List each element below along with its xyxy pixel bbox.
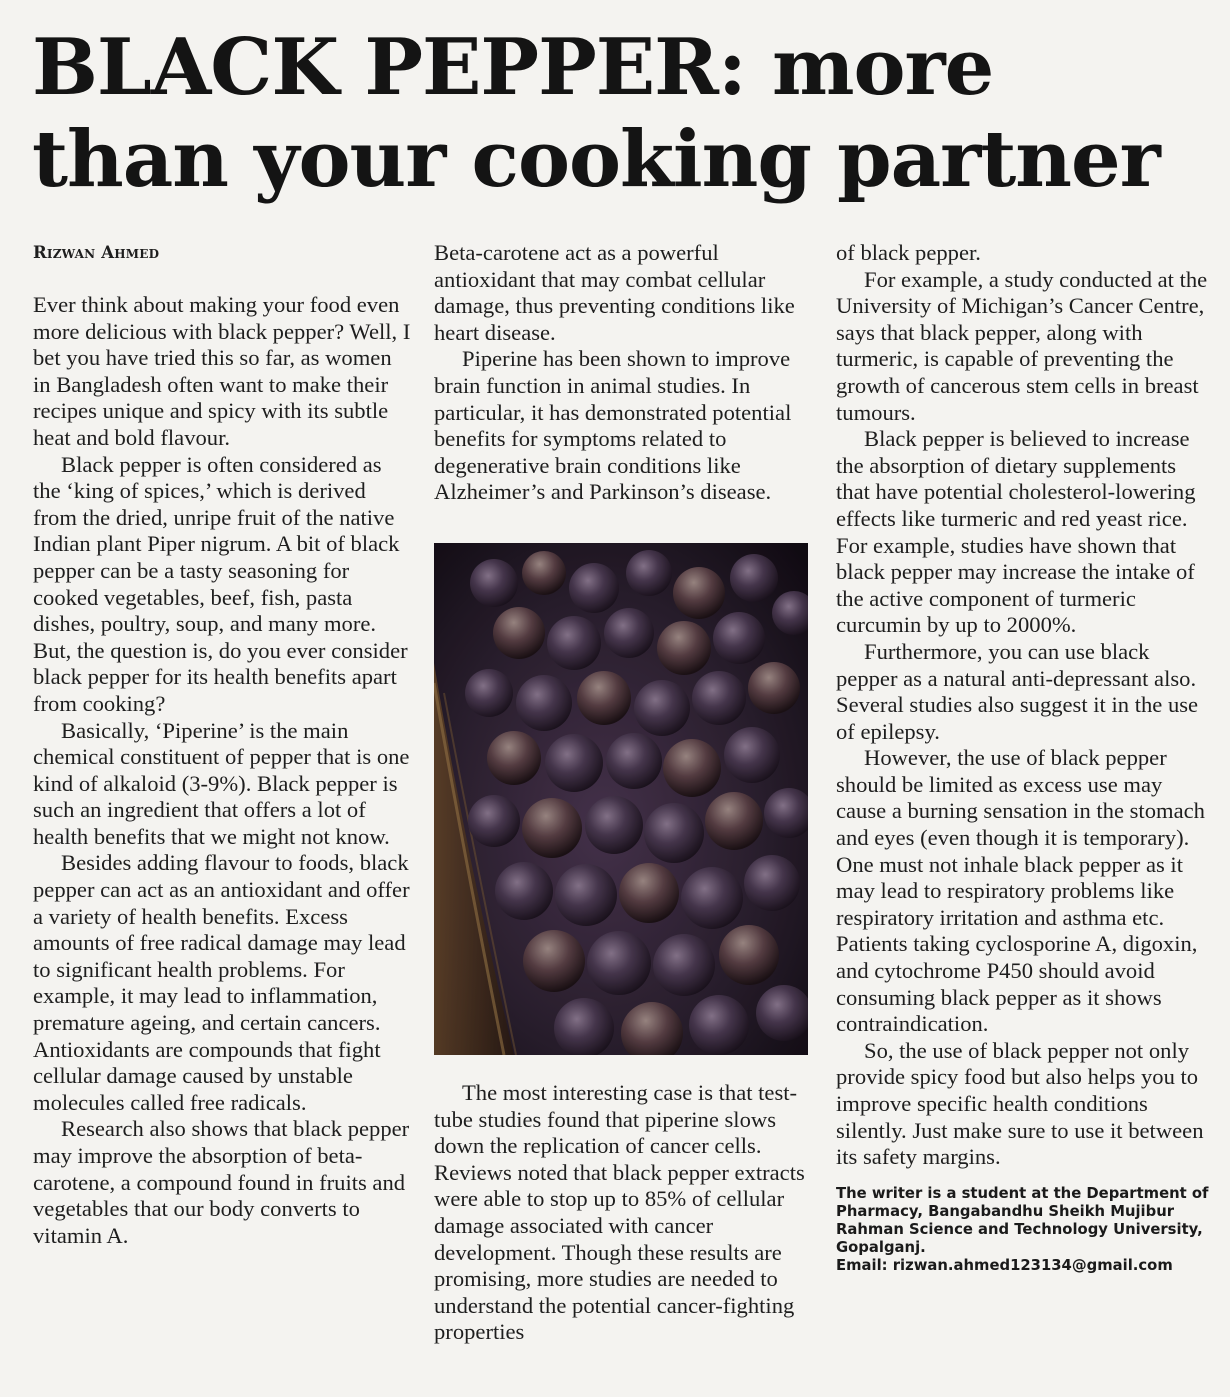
paragraph: So, the use of black pepper not only provide spicy food but also helps you to improve specific health conditions silently. Just make sure to use it between its safety margins. bbox=[836, 1037, 1204, 1170]
author-email: Email: rizwan.ahmed123134@gmail.com bbox=[836, 1256, 1173, 1274]
paragraph: Piperine has been shown to improve brain function in animal studies. In particular, it has demonstrated potential benefits for symptoms related to degenerative brain conditions like Alzheimer’s and Parkinson’s disease. bbox=[434, 346, 792, 505]
paragraph: Black pepper is believed to increase the absorption of dietary supplements that have potential cholesterol-lowering effects like turmeric and red yeast rice. For example, studies have shown that black pepper may increase the intake of the active component of turmeric curcumin by up to 2000%. bbox=[836, 426, 1196, 638]
paragraph: Beta-carotene act as a powerful antioxidant that may combat cellular damage, thus preventing conditions like heart disease. bbox=[434, 240, 795, 345]
column-2-continued bbox=[434, 1080, 812, 1346]
paragraph: Ever think about making your food even more delicious with black pepper? Well, I bet you have tried this so far, as women in Bangladesh often want to make their recipes unique and spicy with its subtle heat and bold flavour. bbox=[33, 292, 411, 450]
author-affiliation: The writer is a student at the Department of Pharmacy, Bangabandhu Sheikh Mujibur Rahman Science and Technology University, Gopalganj. bbox=[836, 1184, 1209, 1256]
column-1 bbox=[33, 240, 411, 1249]
headline: BLACK PEPPER: more than your cooking partner bbox=[32, 22, 1160, 205]
paragraph: Furthermore, you can use black pepper as a natural anti-depressant also. Several studies also suggest it in the use of epilepsy. bbox=[836, 638, 1199, 744]
byline: Rizwan Ahmed bbox=[33, 243, 160, 262]
paragraph: Basically, ‘Piperine’ is the main chemical constituent of pepper that is one kind of alkaloid (3-9%). Black pepper is such an ingredient that offers a lot of health benefits that we might not know. bbox=[33, 717, 410, 849]
author-note bbox=[836, 1185, 1214, 1275]
column-2 bbox=[434, 240, 812, 506]
peppercorn-photo bbox=[434, 543, 808, 1055]
paragraph: The most interesting case is that test-tube studies found that piperine slows down the replication of cancer cells. Reviews noted that black pepper extracts were able to stop up to 85% of cellular damage associated with cancer development. Though these results are promising, more studies are needed to understand the potential cancer-fighting properties bbox=[434, 1080, 805, 1345]
paragraph: For example, a study conducted at the University of Michigan’s Cancer Centre, says that black pepper, along with turmeric, is capable of preventing the growth of cancerous stem cells in breast tumours. bbox=[836, 266, 1208, 425]
paragraph: Research also shows that black pepper may improve the absorption of beta-carotene, a compound found in fruits and vegetables that our body converts to vitamin A. bbox=[33, 1116, 410, 1248]
paragraph: Besides adding flavour to foods, black pepper can act as an antioxidant and offer a variety of health benefits. Excess amounts of free radical damage may lead to significant health problems. For example, it may lead to inflammation, premature ageing, and certain cancers. Antioxidants are compounds that fight cellular damage caused by unstable molecules called free radicals. bbox=[33, 850, 410, 1115]
paragraph: Black pepper is often considered as the ‘king of spices,’ which is derived from the dried, unripe fruit of the native Indian plant Piper nigrum. A bit of black pepper can be a tasty seasoning for cooked vegetables, beef, fish, pasta dishes, poultry, soup, and many more. But, the question is, do you ever consider black pepper for its health benefits apart from cooking? bbox=[33, 451, 408, 716]
paragraph: of black pepper. bbox=[836, 240, 981, 265]
column-3 bbox=[836, 240, 1214, 1275]
peppercorn-image bbox=[434, 543, 808, 1055]
paragraph: However, the use of black pepper should be limited as excess use may cause a burning sensation in the stomach and eyes (even though it is temporary). One must not inhale black pepper as it may lead to respiratory problems like respiratory irritation and asthma etc. Patients taking cyclosporine A, digoxin, and cytochrome P450 should avoid consuming black pepper as it shows contraindication. bbox=[836, 745, 1205, 1037]
